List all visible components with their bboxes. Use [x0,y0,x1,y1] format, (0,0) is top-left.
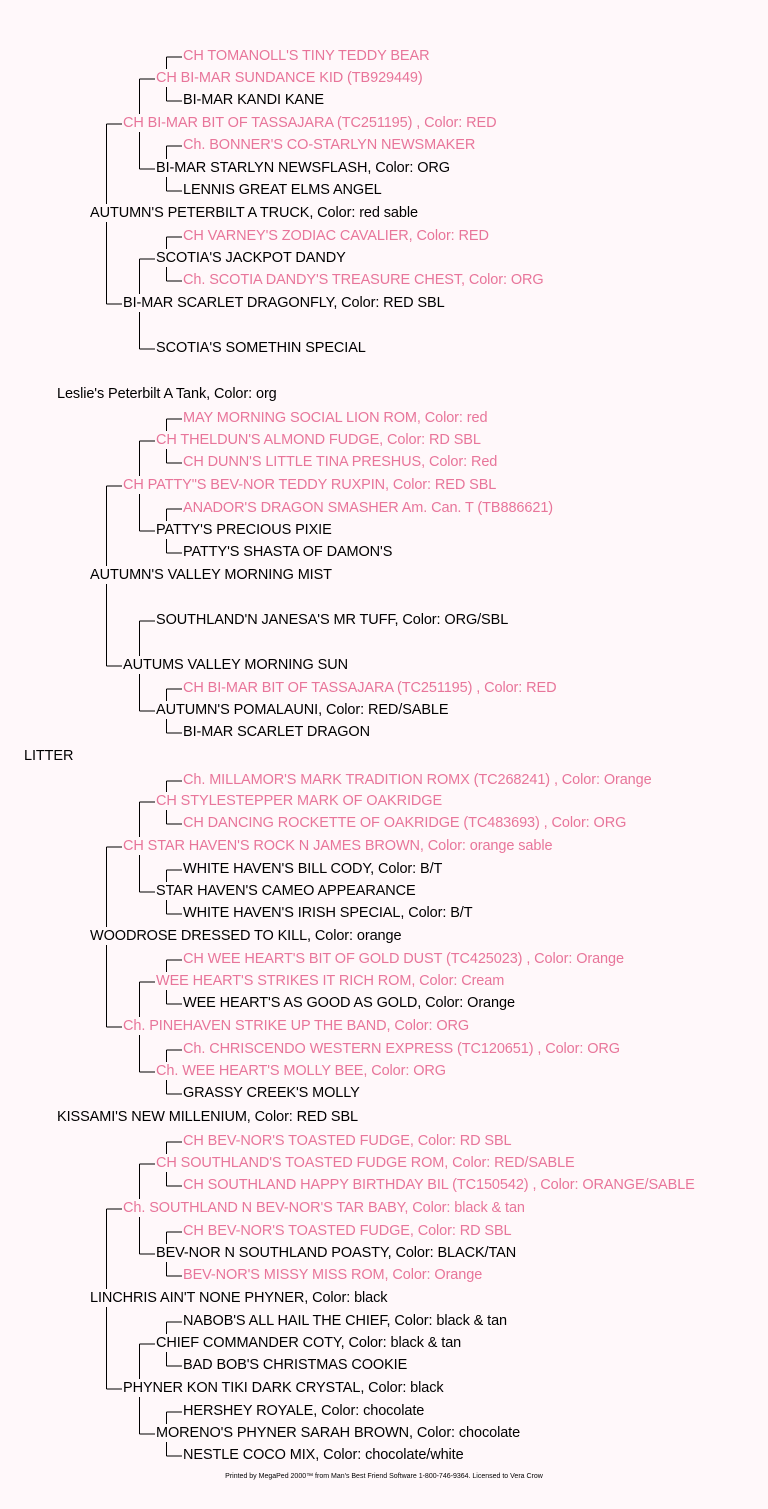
pedigree-entry-sdsss: MAY MORNING SOCIAL LION ROM, Color: red [183,410,488,426]
pedigree-entry-sssds: Ch. BONNER'S CO-STARLYN NEWSMAKER [183,137,476,153]
pedigree-entry-ddss: CH SOUTHLAND'S TOASTED FUDGE ROM, Color: RED/SABLE [156,1155,575,1171]
pedigree-entry-sdds: SOUTHLAND'N JANESA'S MR TUFF, Color: ORG/SBL [156,612,509,628]
pedigree-entry-sd: AUTUMN'S VALLEY MORNING MIST [90,567,332,583]
pedigree-entry-sdssd: CH DUNN'S LITTLE TINA PRESHUS, Color: Red [183,454,498,470]
pedigree-entry-ddd: PHYNER KON TIKI DARK CRYSTAL, Color: black [123,1380,444,1396]
pedigree-entry-dddsd: BAD BOB'S CHRISTMAS COOKIE [183,1357,408,1373]
pedigree-entry-sssss: CH TOMANOLL'S TINY TEDDY BEAR [183,48,430,64]
pedigree-entry-sdss: CH THELDUN'S ALMOND FUDGE, Color: RD SBL [156,432,481,448]
pedigree-entry-ddsdd: BEV-NOR'S MISSY MISS ROM, Color: Orange [183,1267,483,1283]
print-footer: Printed by MegaPed 2000™ from Man's Best Friend Software 1-800-746-9364. Licensed to Vera Crow [225,1473,543,1480]
pedigree-entry-ddds: CHIEF COMMANDER COTY, Color: black & tan [156,1335,462,1351]
pedigree-entry-dsss: CH STYLESTEPPER MARK OF OAKRIDGE [156,793,443,809]
pedigree-entry-sssd: BI-MAR STARLYN NEWSFLASH, Color: ORG [156,160,450,176]
pedigree-entry-litter: LITTER [24,748,74,764]
pedigree-entry-ssdd: SCOTIA'S SOMETHIN SPECIAL [156,340,366,356]
pedigree-entry-ds: WOODROSE DRESSED TO KILL, Color: orange [90,928,402,944]
pedigree-entry-dds: Ch. SOUTHLAND N BEV-NOR'S TAR BABY, Color: black & tan [123,1200,525,1216]
pedigree-entry-dssss: Ch. MILLAMOR'S MARK TRADITION ROMX (TC268241) , Color: Orange [183,772,652,788]
pedigree-entry-ss: AUTUMN'S PETERBILT A TRUCK, Color: red sable [90,205,418,221]
pedigree-entry-dss: CH STAR HAVEN'S ROCK N JAMES BROWN, Color: orange sable [123,838,553,854]
pedigree-entry-ssd: BI-MAR SCARLET DRAGONFLY, Color: RED SBL [123,295,445,311]
pedigree-entry-dsdss: CH WEE HEART'S BIT OF GOLD DUST (TC425023) , Color: Orange [183,951,624,967]
pedigree-entry-dddss: NABOB'S ALL HAIL THE CHIEF, Color: black & tan [183,1313,508,1329]
pedigree-entry-sdsdd: PATTY'S SHASTA OF DAMON'S [183,544,393,560]
pedigree-entry-ddsds: CH BEV-NOR'S TOASTED FUDGE, Color: RD SBL [183,1223,512,1239]
pedigree-entry-ssss: CH BI-MAR SUNDANCE KID (TB929449) [156,70,423,86]
pedigree-entry-dsds: WEE HEART'S STRIKES IT RICH ROM, Color: Cream [156,973,505,989]
pedigree-entry-dsdds: Ch. CHRISCENDO WESTERN EXPRESS (TC120651) , Color: ORG [183,1041,620,1057]
pedigree-entry-dddds: HERSHEY ROYALE, Color: chocolate [183,1403,425,1419]
pedigree-entry-dssds: WHITE HAVEN'S BILL CODY, Color: B/T [183,861,443,877]
pedigree-entry-dssdd: WHITE HAVEN'S IRISH SPECIAL, Color: B/T [183,905,473,921]
pedigree-entry-ssdsd: Ch. SCOTIA DANDY'S TREASURE CHEST, Color: ORG [183,272,544,288]
pedigree-entry-dd: LINCHRIS AIN'T NONE PHYNER, Color: black [90,1290,388,1306]
pedigree-entry-ddddd: NESTLE COCO MIX, Color: chocolate/white [183,1447,464,1463]
pedigree-entry-sddd: AUTUMN'S POMALAUNI, Color: RED/SABLE [156,702,449,718]
pedigree-entry-sds: CH PATTY"S BEV-NOR TEDDY RUXPIN, Color: RED SBL [123,477,497,493]
pedigree-entry-dsdsd: WEE HEART'S AS GOOD AS GOLD, Color: Orange [183,995,515,1011]
pedigree-entry-ssssd: BI-MAR KANDI KANE [183,92,324,108]
pedigree-entry-dsssd: CH DANCING ROCKETTE OF OAKRIDGE (TC483693) , Color: ORG [183,815,627,831]
pedigree-entry-ddssd: CH SOUTHLAND HAPPY BIRTHDAY BIL (TC150542) , Color: ORANGE/SABLE [183,1177,695,1193]
pedigree-entry-sire: Leslie's Peterbilt A Tank, Color: org [57,386,277,402]
pedigree-entry-sdd: AUTUMS VALLEY MORNING SUN [123,657,348,673]
pedigree-entry-dam: KISSAMI'S NEW MILLENIUM, Color: RED SBL [57,1109,359,1125]
pedigree-entry-ddsd: BEV-NOR N SOUTHLAND POASTY, Color: BLACK/TAN [156,1245,517,1261]
pedigree-entry-dsddd: GRASSY CREEK'S MOLLY [183,1085,360,1101]
pedigree-entry-sdddd: BI-MAR SCARLET DRAGON [183,724,370,740]
pedigree-entry-sddds: CH BI-MAR BIT OF TASSAJARA (TC251195) , Color: RED [183,680,557,696]
pedigree-entry-dsdd: Ch. WEE HEART'S MOLLY BEE, Color: ORG [156,1063,446,1079]
pedigree-entry-sdsds: ANADOR'S DRAGON SMASHER Am. Can. T (TB886621) [183,500,554,516]
pedigree-entry-ssds: SCOTIA'S JACKPOT DANDY [156,250,346,266]
pedigree-entry-dssd: STAR HAVEN'S CAMEO APPEARANCE [156,883,416,899]
pedigree-entry-dsd: Ch. PINEHAVEN STRIKE UP THE BAND, Color: ORG [123,1018,470,1034]
pedigree-entry-sssdd: LENNIS GREAT ELMS ANGEL [183,182,382,198]
pedigree-entry-ssdss: CH VARNEY'S ZODIAC CAVALIER, Color: RED [183,228,489,244]
pedigree-entry-ddsss: CH BEV-NOR'S TOASTED FUDGE, Color: RD SBL [183,1133,512,1149]
pedigree-entry-dddd: MORENO'S PHYNER SARAH BROWN, Color: chocolate [156,1425,521,1441]
pedigree-entry-sss: CH BI-MAR BIT OF TASSAJARA (TC251195) , Color: RED [123,115,497,131]
pedigree-entry-sdsd: PATTY'S PRECIOUS PIXIE [156,522,332,538]
